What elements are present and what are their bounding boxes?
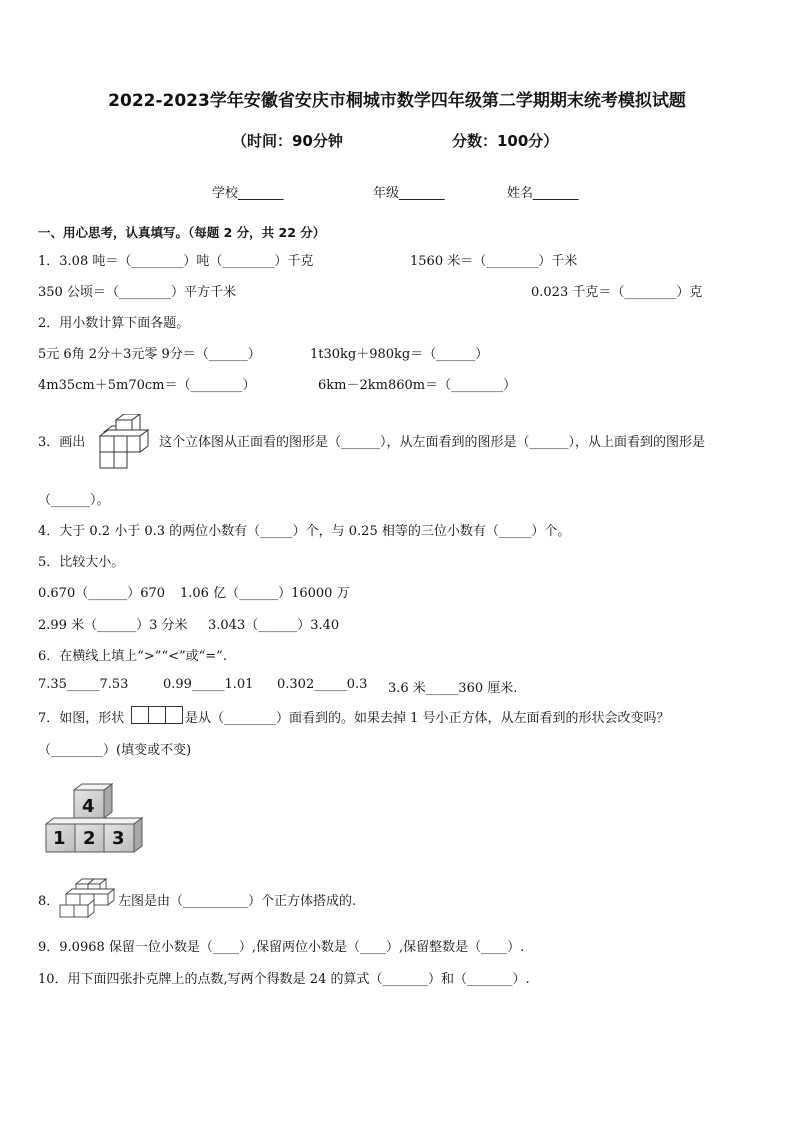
exam-time: （时间：90分钟 [232,132,343,150]
q6-title: 6．在横线上填上“>”“<”或“=”. [38,649,227,664]
cube-label-3: 3 [112,828,125,849]
q5-title: 5．比较大小。 [38,555,125,570]
q5-a: 0.670（______）670 [38,586,166,601]
q8-text: 左图是由（__________）个正方体搭成的. [118,894,357,909]
q1-line1-right: 1560 米＝（________）千米 [410,254,578,269]
q8-prefix: 8． [38,894,60,909]
q5-d: 3.043（______）3.40 [208,618,340,633]
q1-line1-left: 1．3.08 吨＝（________）吨（________）千克 [38,254,314,269]
q2-d: 6km－2km860m＝（________） [318,378,517,393]
q9: 9．9.0968 保留一位小数是（____）,保留两位小数是（____）,保留整数是（____）. [38,940,525,955]
q6-d: 3.6 米_____360 厘米. [388,681,518,696]
q2-b: 1t30kg＋980kg＝（______） [310,347,489,362]
cube-label-2: 2 [83,828,96,849]
q5-b: 1.06 亿（______）16000 万 [180,586,350,601]
q1-line2-right: 0.023 千克＝（________）克 [531,285,703,300]
q5-c: 2.99 米（______）3 分米 [38,618,188,633]
q2-title: 2．用小数计算下面各题。 [38,316,190,331]
q1-line2-left: 350 公顷＝（________）平方千米 [38,285,236,300]
q7-text: 是从（________）面看到的。如果去掉 1 号小正方体，从左面看到的形状会改变吗？ [185,711,670,726]
q3-cont: （______）。 [38,493,110,508]
q2-a: 5元 6角 2分＋3元零 9分＝（______） [38,347,261,362]
exam-score: 分数：100分） [452,132,559,150]
section-heading: 一、用心思考，认真填写。（每题 2 分，共 22 分） [38,225,326,240]
school-field[interactable]: 学校_______ [212,186,284,201]
q6-a: 7.35_____7.53 [38,677,129,692]
name-field[interactable]: 姓名_______ [507,186,579,201]
grade-field[interactable]: 年级_______ [373,186,445,201]
q10: 10．用下面四张扑克牌上的点数,写两个得数是 24 的算式（_______）和（_______）. [38,972,530,987]
q7-prefix: 7．如图，形状 [38,711,125,726]
three-squares-shape [131,706,183,724]
q2-c: 4m35cm＋5m70cm＝（________） [38,378,256,393]
cube-label-1: 1 [53,828,66,849]
q4: 4．大于 0.2 小于 0.3 的两位小数有（_____）个，与 0.25 相等的三位小数有（_____）个。 [38,524,571,539]
page-title: 2022-2023学年安徽省安庆市桐城市数学四年级第二学期期末统考模拟试题 [108,91,686,111]
q6-c: 0.302_____0.3 [277,677,368,692]
cube-stack-figure-q3 [94,414,150,470]
cube-label-4: 4 [82,796,95,817]
q3-text: 这个立体图从正面看的图形是（______），从左面看到的图形是（______），从上面看到的图形是 [159,435,706,450]
q3-prefix: 3．画出 [38,435,86,450]
cube-stack-figure-q8 [58,876,120,918]
q7-cont: （________）(填变或不变) [38,743,192,758]
q6-b: 0.99_____1.01 [163,677,254,692]
